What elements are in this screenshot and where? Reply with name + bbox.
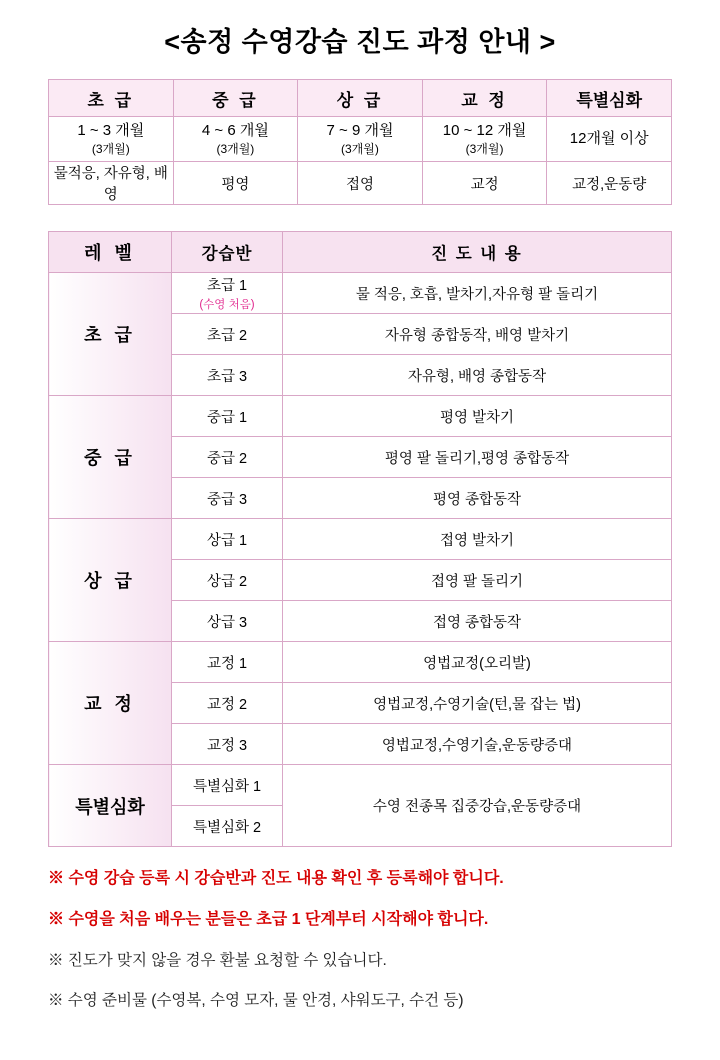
table-row (49, 273, 672, 314)
class-cell: 특별심화 1 (172, 765, 283, 806)
content-cell: 영법교정,수영기술(턴,물 잡는 법) (283, 683, 672, 724)
level-cell: 초 급 (49, 273, 172, 396)
level-cell: 특별심화 (49, 765, 172, 847)
note-line: ※ 수영을 처음 배우는 분들은 초급 1 단계부터 시작해야 합니다. (48, 910, 489, 928)
note-line: ※ 수영 준비물 (수영복, 수영 모자, 물 안경, 샤워도구, 수건 등) (48, 991, 464, 1009)
summary-duration-cell (49, 117, 174, 162)
content-cell: 평영 발차기 (283, 396, 672, 437)
class-cell: 초급 2 (172, 314, 283, 355)
duration-sub: (3개월) (216, 142, 255, 157)
summary-duration-cell (422, 117, 547, 162)
summary-header-cell: 교 정 (422, 80, 547, 117)
summary-stroke-cell: 물적응, 자유형, 배영 (49, 162, 174, 205)
progress-header-content: 진 도 내 용 (283, 232, 672, 273)
level-cell: 상 급 (49, 519, 172, 642)
duration-main: 10 ~ 12 개월 (442, 121, 527, 139)
class-cell: 초급 3 (172, 355, 283, 396)
content-cell: 자유형 종합동작, 배영 발차기 (283, 314, 672, 355)
class-cell: 특별심화 2 (172, 806, 283, 847)
summary-table (48, 79, 672, 205)
summary-duration-row (49, 117, 672, 162)
table-row (49, 519, 672, 560)
duration-main: 4 ~ 6 개월 (201, 121, 269, 139)
document-page (0, 20, 720, 1060)
class-label: 초급 1 (206, 278, 248, 294)
summary-stroke-cell: 교정 (422, 162, 547, 205)
content-cell: 평영 팔 돌리기,평영 종합동작 (283, 437, 672, 478)
duration-main: 12개월 이상 (569, 129, 649, 147)
note-line: ※ 진도가 맞지 않을 경우 환불 요청할 수 있습니다. (48, 951, 387, 969)
summary-header-cell: 초 급 (49, 80, 174, 117)
progress-header-class: 강습반 (172, 232, 283, 273)
content-cell: 물 적응, 호흡, 발차기,자유형 팔 돌리기 (283, 273, 672, 314)
summary-duration-cell (298, 117, 423, 162)
level-cell: 중 급 (49, 396, 172, 519)
progress-header-row (49, 232, 672, 273)
page-title: <송정 수영강습 진도 과정 안내 > (164, 27, 556, 57)
content-cell: 자유형, 배영 종합동작 (283, 355, 672, 396)
content-cell: 영법교정(오리발) (283, 642, 672, 683)
content-cell: 접영 발차기 (283, 519, 672, 560)
content-cell: 평영 종합동작 (283, 478, 672, 519)
summary-header-row (49, 80, 672, 117)
class-cell (172, 273, 283, 314)
summary-stroke-cell: 교정,운동량 (547, 162, 672, 205)
class-cell: 상급 1 (172, 519, 283, 560)
class-note: (수영 처음) (199, 299, 255, 311)
notes-section (48, 869, 672, 1011)
class-cell: 상급 3 (172, 601, 283, 642)
summary-stroke-cell: 접영 (298, 162, 423, 205)
summary-stroke-row (49, 162, 672, 205)
table-row (49, 396, 672, 437)
summary-stroke-cell: 평영 (173, 162, 298, 205)
duration-sub: (3개월) (341, 142, 379, 157)
duration-sub: (3개월) (465, 142, 504, 157)
class-cell: 교정 3 (172, 724, 283, 765)
duration-sub: (3개월) (91, 142, 130, 157)
class-cell: 교정 1 (172, 642, 283, 683)
summary-header-cell: 상 급 (298, 80, 423, 117)
content-cell: 수영 전종목 집중강습,운동량증대 (283, 765, 672, 847)
content-cell: 영법교정,수영기술,운동량증대 (283, 724, 672, 765)
summary-duration-cell (547, 117, 672, 162)
class-cell: 교정 2 (172, 683, 283, 724)
table-row (49, 642, 672, 683)
class-cell: 상급 2 (172, 560, 283, 601)
class-cell: 중급 1 (172, 396, 283, 437)
duration-main: 1 ~ 3 개월 (77, 121, 145, 139)
duration-main: 7 ~ 9 개월 (326, 121, 394, 139)
class-cell: 중급 3 (172, 478, 283, 519)
class-cell: 중급 2 (172, 437, 283, 478)
note-line: ※ 수영 강습 등록 시 강습반과 진도 내용 확인 후 등록해야 합니다. (48, 870, 504, 887)
summary-duration-cell (173, 117, 298, 162)
progress-header-level: 레 벨 (49, 232, 172, 273)
level-cell: 교 정 (49, 642, 172, 765)
content-cell: 접영 종합동작 (283, 601, 672, 642)
summary-header-cell: 특별심화 (547, 80, 672, 117)
summary-header-cell: 중 급 (173, 80, 298, 117)
progress-table (48, 231, 672, 847)
table-row (49, 765, 672, 806)
content-cell: 접영 팔 돌리기 (283, 560, 672, 601)
